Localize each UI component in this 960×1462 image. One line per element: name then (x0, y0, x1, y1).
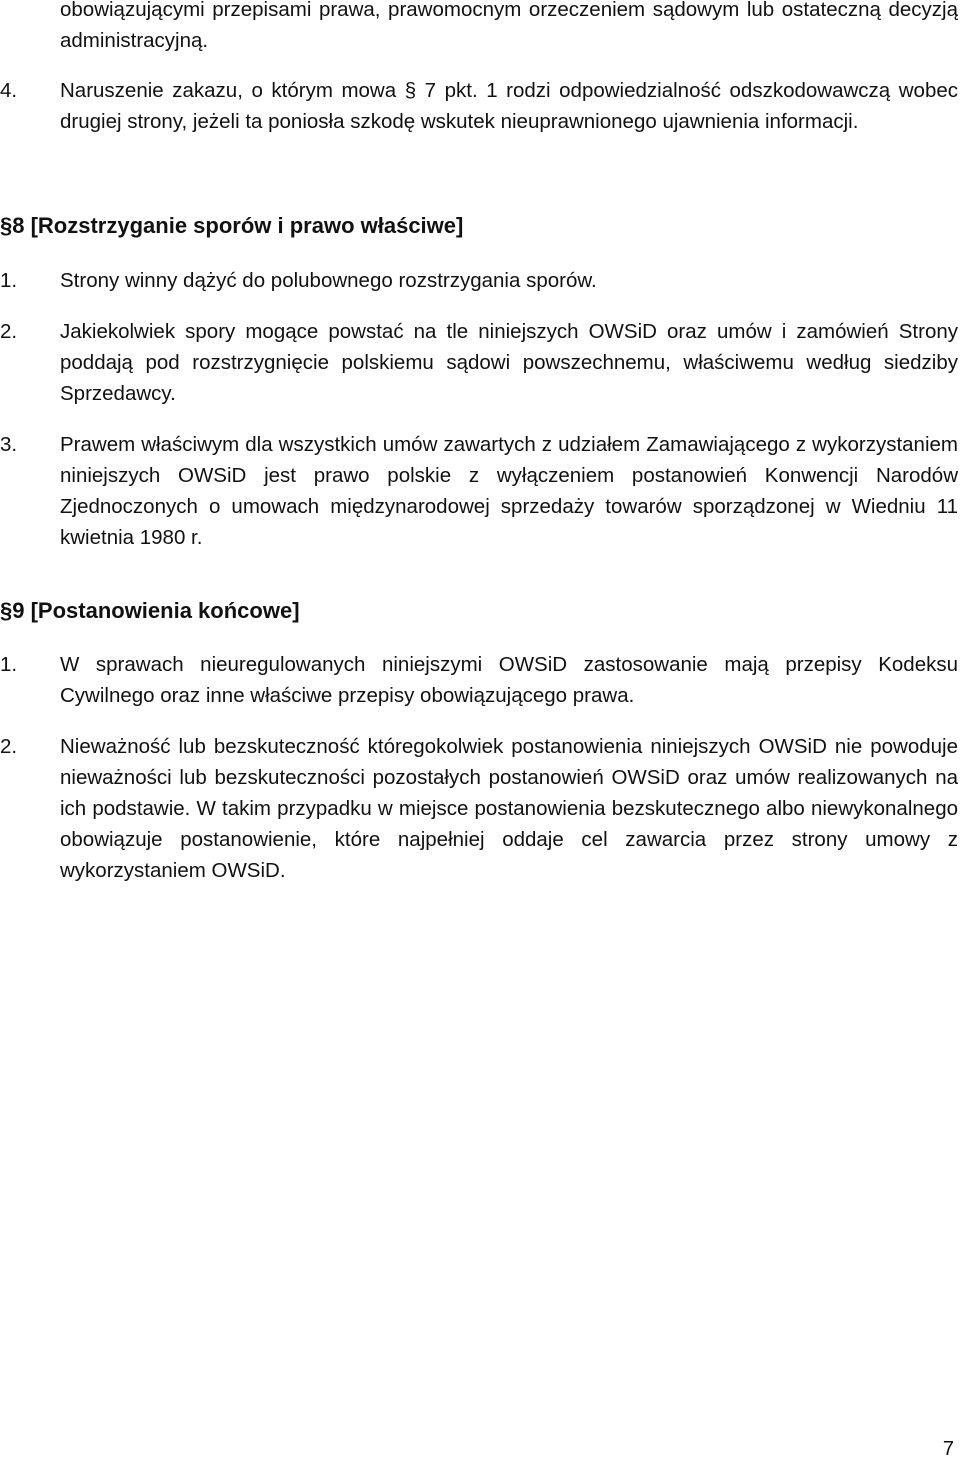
section-8-item-1 (0, 265, 958, 296)
section-9-item-2 (0, 731, 958, 886)
list-item-text: Prawem właściwym dla wszystkich umów zawartych z udziałem Zamawiającego z wykorzystaniem niniejszych OWSiD jest prawo polskie z wyłączeniem postanowień Konwencji Narodów Zjednoczonych o umowach międzynarodowej sprzedaży towarów sporządzonej w Wiedniu 11 kwietnia 1980 r. (60, 433, 958, 549)
intro-continuation: obowiązującymi przepisami prawa, prawomocnym orzeczeniem sądowym lub ostateczną decyzją administracyjną. (60, 0, 958, 52)
list-item-text: Jakiekolwiek spory mogące powstać na tle niniejszych OWSiD oraz umów i zamówień Strony poddają pod rozstrzygnięcie polskiemu sądowi powszechnemu, właściwemu według siedziby Sprzedawcy. (60, 320, 958, 405)
list-item-text: W sprawach nieuregulowanych niniejszymi OWSiD zastosowanie mają przepisy Kodeksu Cywilnego oraz inne właściwe przepisy obowiązującego prawa. (60, 653, 958, 707)
list-item-number: 4. (0, 79, 18, 102)
page-number: 7 (942, 1438, 954, 1460)
list-item-number: 1. (0, 653, 18, 676)
section-8-heading: §8 [Rozstrzyganie sporów i prawo właściwe] (0, 213, 464, 238)
list-item-number: 3. (0, 433, 18, 456)
list-item-number: 2. (0, 735, 18, 758)
section-9-item-1 (0, 649, 958, 711)
list-item-number: 2. (0, 320, 18, 343)
list-item-text: Nieważność lub bezskuteczność któregokolwiek postanowienia niniejszych OWSiD nie powoduje nieważności lub bezskuteczności pozostałych postanowień OWSiD oraz umów realizowanych na ich podstawie. W takim przypadku w miejsce postanowienia bezskutecznego albo niewykonalnego obowiązuje postanowienie, które najpełniej oddaje cel zawarcia przez strony umowy z wykorzystaniem OWSiD. (60, 735, 958, 882)
section-9-heading: §9 [Postanowienia końcowe] (0, 598, 300, 623)
section-8-item-2 (0, 316, 958, 409)
list-item-text: Strony winny dążyć do polubownego rozstrzygania sporów. (60, 269, 597, 292)
list-item-number: 1. (0, 269, 18, 292)
section-8-item-3 (0, 429, 958, 553)
list-item-4 (0, 75, 958, 137)
list-item-text: Naruszenie zakazu, o którym mowa § 7 pkt. 1 rodzi odpowiedzialność odszkodowawczą wobec drugiej strony, jeżeli ta poniosła szkodę wskutek nieuprawnionego ujawnienia informacji. (60, 79, 958, 133)
